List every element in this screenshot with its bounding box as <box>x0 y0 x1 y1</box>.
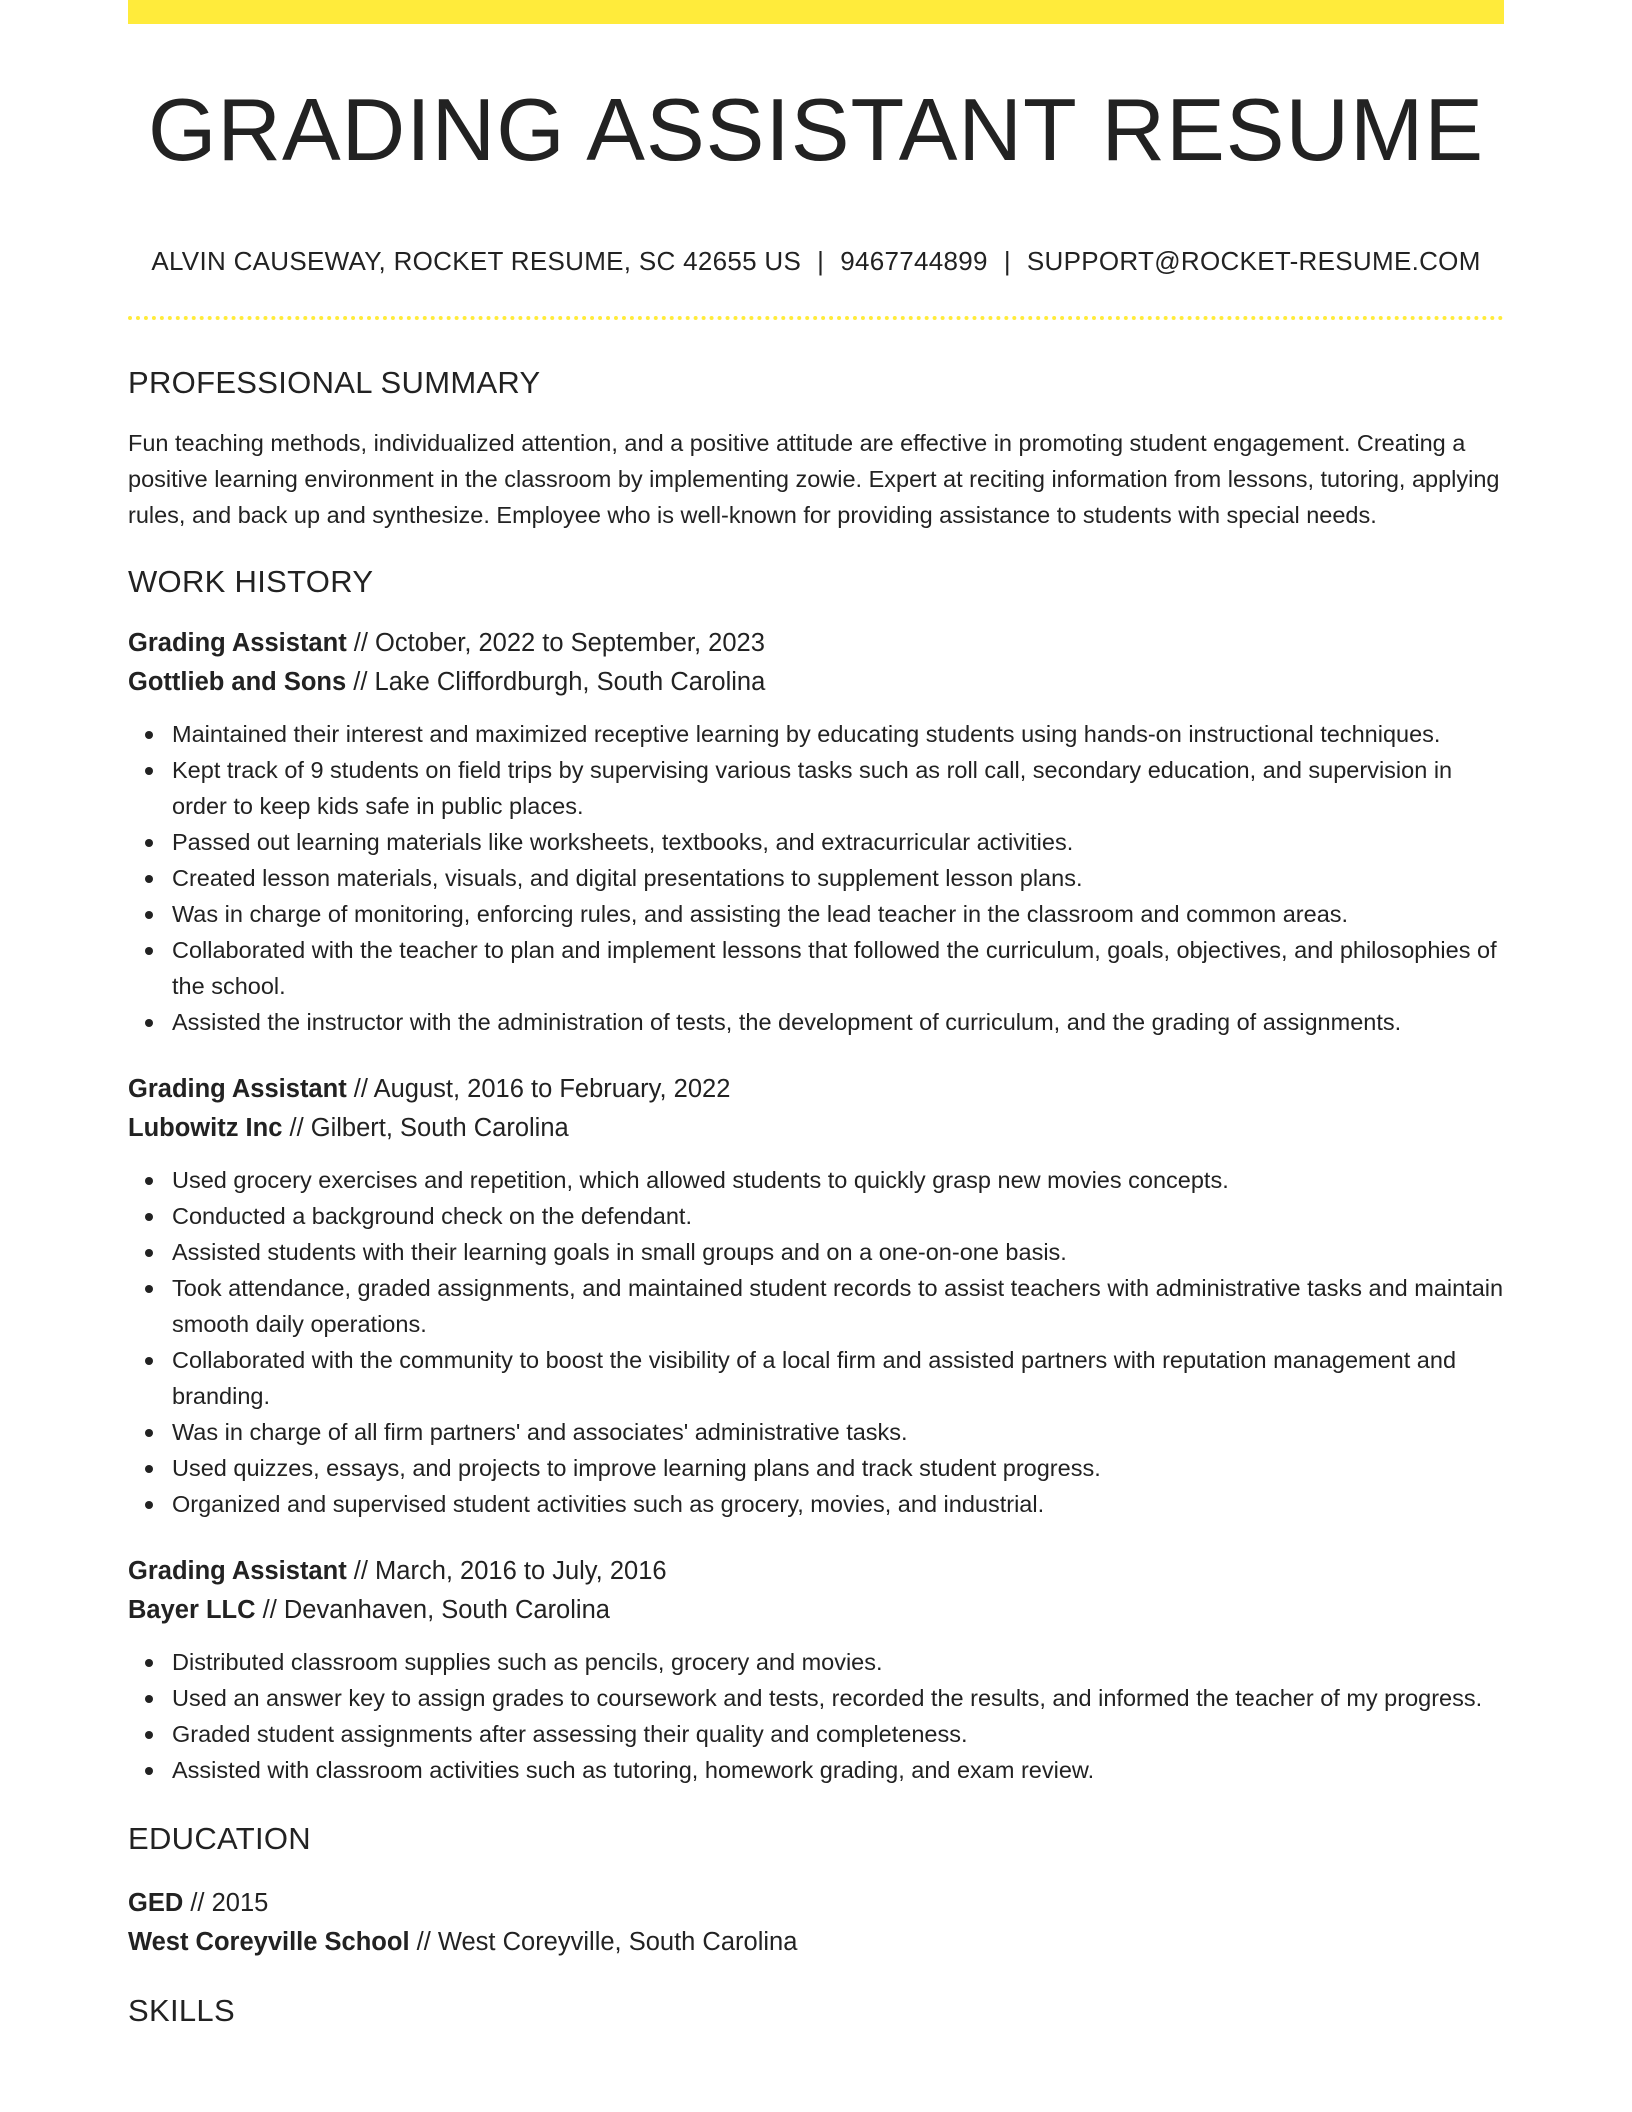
education-heading: EDUCATION <box>128 1821 311 1857</box>
education-degree-line <box>128 1884 1504 1923</box>
job-bullet: Used an answer key to assign grades to coursework and tests, recorded the results, and informed the teacher of my progress. <box>172 1680 1504 1716</box>
job-company: Lubowitz Inc <box>128 1114 283 1143</box>
job-location: // Gilbert, South Carolina <box>282 1114 569 1143</box>
education-school-line <box>128 1923 1504 1962</box>
job-bullets <box>128 1644 1504 1788</box>
job-company-line <box>128 1109 1504 1148</box>
job-bullet: Collaborated with the teacher to plan and implement lessons that followed the curriculum, goals, objectives, and philosophies of the school. <box>172 932 1504 1004</box>
job-bullet: Graded student assignments after assessing their quality and completeness. <box>172 1716 1504 1752</box>
education-year: // 2015 <box>183 1888 269 1917</box>
job-bullets <box>128 716 1504 1040</box>
job-entry <box>128 1552 1504 1788</box>
job-title-line <box>128 1070 1504 1109</box>
job-location: // Lake Cliffordburgh, South Carolina <box>346 668 766 697</box>
job-dates: // August, 2016 to February, 2022 <box>346 1075 731 1104</box>
contact-email[interactable]: SUPPORT@ROCKET-RESUME.COM <box>1026 246 1481 276</box>
job-bullet: Used grocery exercises and repetition, which allowed students to quickly grasp new movies concepts. <box>172 1162 1504 1198</box>
job-bullet: Organized and supervised student activities such as grocery, movies, and industrial. <box>172 1486 1504 1522</box>
summary-text: Fun teaching methods, individualized attention, and a positive attitude are effective in promoting student engagement. Creating a positive learning environment in the classroom by implementing zowie. Expert at reciting information from lessons, tutoring, applying rules, and back up and synthesize. Employee who is well-known for providing assistance to students with special needs. <box>128 430 1500 529</box>
job-company: Bayer LLC <box>128 1596 256 1625</box>
job-bullet: Kept track of 9 students on field trips by supervising various tasks such as roll call, secondary education, and supervision in order to keep kids safe in public places. <box>172 752 1504 824</box>
job-title-line <box>128 1552 1504 1591</box>
work-history-heading: WORK HISTORY <box>128 564 374 600</box>
job-bullet: Was in charge of all firm partners' and associates' administrative tasks. <box>172 1414 1504 1450</box>
resume-page <box>128 0 1504 2029</box>
job-dates: // October, 2022 to September, 2023 <box>346 629 765 658</box>
education-degree: GED <box>128 1888 184 1917</box>
contact-separator: | <box>1003 246 1011 276</box>
job-location: // Devanhaven, South Carolina <box>255 1596 610 1625</box>
job-title: Grading Assistant <box>128 1557 347 1586</box>
contact-phone[interactable]: 9467744899 <box>840 246 988 276</box>
job-bullet: Was in charge of monitoring, enforcing rules, and assisting the lead teacher in the classroom and common areas. <box>172 896 1504 932</box>
skills-heading: SKILLS <box>128 1992 235 2028</box>
job-bullet: Assisted with classroom activities such as tutoring, homework grading, and exam review. <box>172 1752 1504 1788</box>
dotted-divider <box>128 316 1504 320</box>
job-bullet: Conducted a background check on the defendant. <box>172 1198 1504 1234</box>
job-bullet: Assisted students with their learning goals in small groups and on a one-on-one basis. <box>172 1234 1504 1270</box>
resume-title: GRADING ASSISTANT RESUME <box>147 80 1485 179</box>
job-title-line <box>128 624 1504 663</box>
contact-line <box>128 246 1504 277</box>
job-title: Grading Assistant <box>128 1075 347 1104</box>
education-school: West Coreyville School <box>128 1927 410 1956</box>
job-company-line <box>128 663 1504 702</box>
job-bullet: Collaborated with the community to boost the visibility of a local firm and assisted partners with reputation management and branding. <box>172 1342 1504 1414</box>
job-bullet: Used quizzes, essays, and projects to improve learning plans and track student progress. <box>172 1450 1504 1486</box>
job-company-line <box>128 1591 1504 1630</box>
job-bullet: Created lesson materials, visuals, and digital presentations to supplement lesson plans. <box>172 860 1504 896</box>
job-title: Grading Assistant <box>128 629 347 658</box>
job-bullet: Assisted the instructor with the administration of tests, the development of curriculum, and the grading of assignments. <box>172 1004 1504 1040</box>
job-entry <box>128 624 1504 1040</box>
education-location: // West Coreyville, South Carolina <box>409 1927 798 1956</box>
summary-heading: PROFESSIONAL SUMMARY <box>128 365 541 400</box>
job-bullet: Took attendance, graded assignments, and maintained student records to assist teachers with administrative tasks and maintain smooth daily operations. <box>172 1270 1504 1342</box>
job-dates: // March, 2016 to July, 2016 <box>346 1557 667 1586</box>
contact-address: ALVIN CAUSEWAY, ROCKET RESUME, SC 42655 US <box>151 246 802 276</box>
job-bullet: Passed out learning materials like worksheets, textbooks, and extracurricular activities. <box>172 824 1504 860</box>
job-bullets <box>128 1162 1504 1522</box>
contact-separator: | <box>817 246 825 276</box>
education-entry <box>128 1884 1504 1962</box>
job-company: Gottlieb and Sons <box>128 668 347 697</box>
job-entry <box>128 1070 1504 1522</box>
job-bullet: Distributed classroom supplies such as pencils, grocery and movies. <box>172 1644 1504 1680</box>
job-bullet: Maintained their interest and maximized receptive learning by educating students using hands-on instructional techniques. <box>172 716 1504 752</box>
accent-top-bar <box>128 0 1504 24</box>
